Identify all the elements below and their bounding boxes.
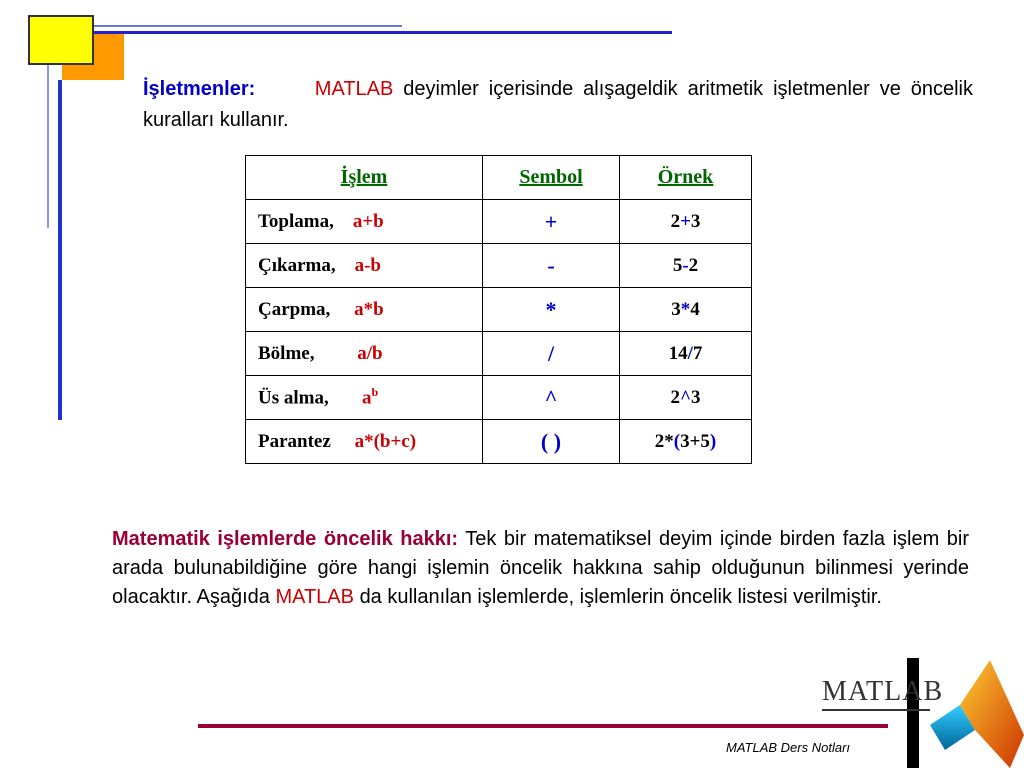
table-row-carpma	[246, 288, 752, 332]
op-example	[620, 376, 752, 420]
op-name-cell	[246, 376, 483, 420]
matlab-logo-text: MATLAB	[822, 676, 944, 707]
ex-a: 14	[668, 342, 688, 364]
op-expr: a-b	[354, 254, 381, 276]
table-row-us-alma	[246, 376, 752, 420]
op-name-cell	[246, 244, 483, 288]
op-symbol: ^	[483, 376, 620, 420]
left-thick-line	[58, 80, 62, 420]
ex-close: )	[709, 430, 717, 452]
yellow-square-decoration	[28, 15, 94, 65]
ex-op: /	[687, 342, 693, 364]
precedence-paragraph	[112, 525, 969, 612]
ex-b: 7	[692, 342, 703, 364]
op-name: Çarpma,	[258, 298, 331, 320]
op-symbol: +	[483, 200, 620, 244]
intro-paragraph	[143, 74, 973, 136]
op-example	[620, 420, 752, 464]
op-name: Bölme,	[258, 342, 315, 364]
precedence-matlab: MATLAB	[275, 586, 354, 608]
op-name: Üs alma,	[258, 387, 329, 409]
op-example	[620, 244, 752, 288]
precedence-text-2: da kullanılan işlemlerde, işlemlerin öncelik listesi verilmiştir.	[359, 586, 882, 608]
top-light-line	[92, 25, 402, 27]
top-blue-line	[92, 31, 672, 34]
ex-b: 2	[688, 254, 699, 276]
op-expr: a+b	[352, 210, 384, 232]
ex-op: *	[680, 298, 691, 320]
intro-matlab: MATLAB	[314, 78, 394, 100]
op-expr: a*b	[354, 298, 384, 320]
ex-b: 3	[691, 386, 701, 408]
op-symbol: /	[483, 332, 620, 376]
op-symbol: ( )	[483, 420, 620, 464]
header-ornek: Örnek	[620, 156, 752, 200]
ex-a: 3	[671, 298, 681, 320]
table-header-row	[246, 156, 752, 200]
ex-b: 3	[690, 210, 701, 232]
table-row-toplama	[246, 200, 752, 244]
ex-a: 2*	[654, 430, 674, 452]
ex-b: 3+5	[680, 430, 710, 452]
left-thin-line	[47, 60, 49, 228]
op-symbol: *	[483, 288, 620, 332]
logo-black-bar	[907, 658, 919, 768]
ex-op: +	[680, 210, 691, 232]
ex-a: 2	[670, 210, 681, 232]
header-islem: İşlem	[246, 156, 483, 200]
op-name: Çıkarma,	[258, 254, 336, 276]
ex-a: 5	[672, 254, 683, 276]
footer-text: MATLAB Ders Notları	[726, 740, 851, 755]
ex-b: 4	[690, 298, 700, 320]
header-sembol: Sembol	[483, 156, 620, 200]
operators-table	[245, 155, 752, 464]
op-expr	[362, 385, 378, 409]
ex-op: -	[682, 254, 689, 276]
intro-label: İşletmenler:	[143, 78, 256, 100]
table-row-cikarma	[246, 244, 752, 288]
expr-sup: b	[371, 385, 379, 400]
table-row-parantez	[246, 420, 752, 464]
ex-op: (	[673, 430, 681, 452]
op-example	[620, 200, 752, 244]
op-example	[620, 288, 752, 332]
op-name-cell	[246, 288, 483, 332]
op-expr: a/b	[357, 342, 383, 364]
op-name: Toplama,	[258, 210, 334, 232]
op-name-cell	[246, 420, 483, 464]
op-name-cell	[246, 200, 483, 244]
matlab-peak-logo-icon	[925, 655, 1024, 768]
op-symbol: -	[483, 244, 620, 288]
ex-a: 2	[670, 386, 680, 408]
precedence-label: Matematik işlemlerde öncelik hakkı:	[112, 528, 459, 550]
ex-op: ^	[679, 386, 692, 408]
op-example	[620, 332, 752, 376]
logo-underline	[822, 709, 930, 711]
footer-line	[198, 724, 888, 728]
expr-base: a	[361, 387, 372, 409]
op-expr: a*(b+c)	[354, 430, 417, 452]
op-name-cell	[246, 332, 483, 376]
intro-text: deyimler içerisinde alışageldik aritmetik işletmenler ve öncelik kuralları kullanır.	[143, 78, 973, 131]
table-row-bolme	[246, 332, 752, 376]
op-name: Parantez	[258, 430, 331, 452]
precedence-text-1: Tek bir matematiksel deyim içinde birden fazla işlem bir arada bulunabildiğine göre hangi işlemin öncelik hakkına sahip olduğunun bilinmesi yerinde olacaktır. Aşağıda	[112, 528, 969, 608]
